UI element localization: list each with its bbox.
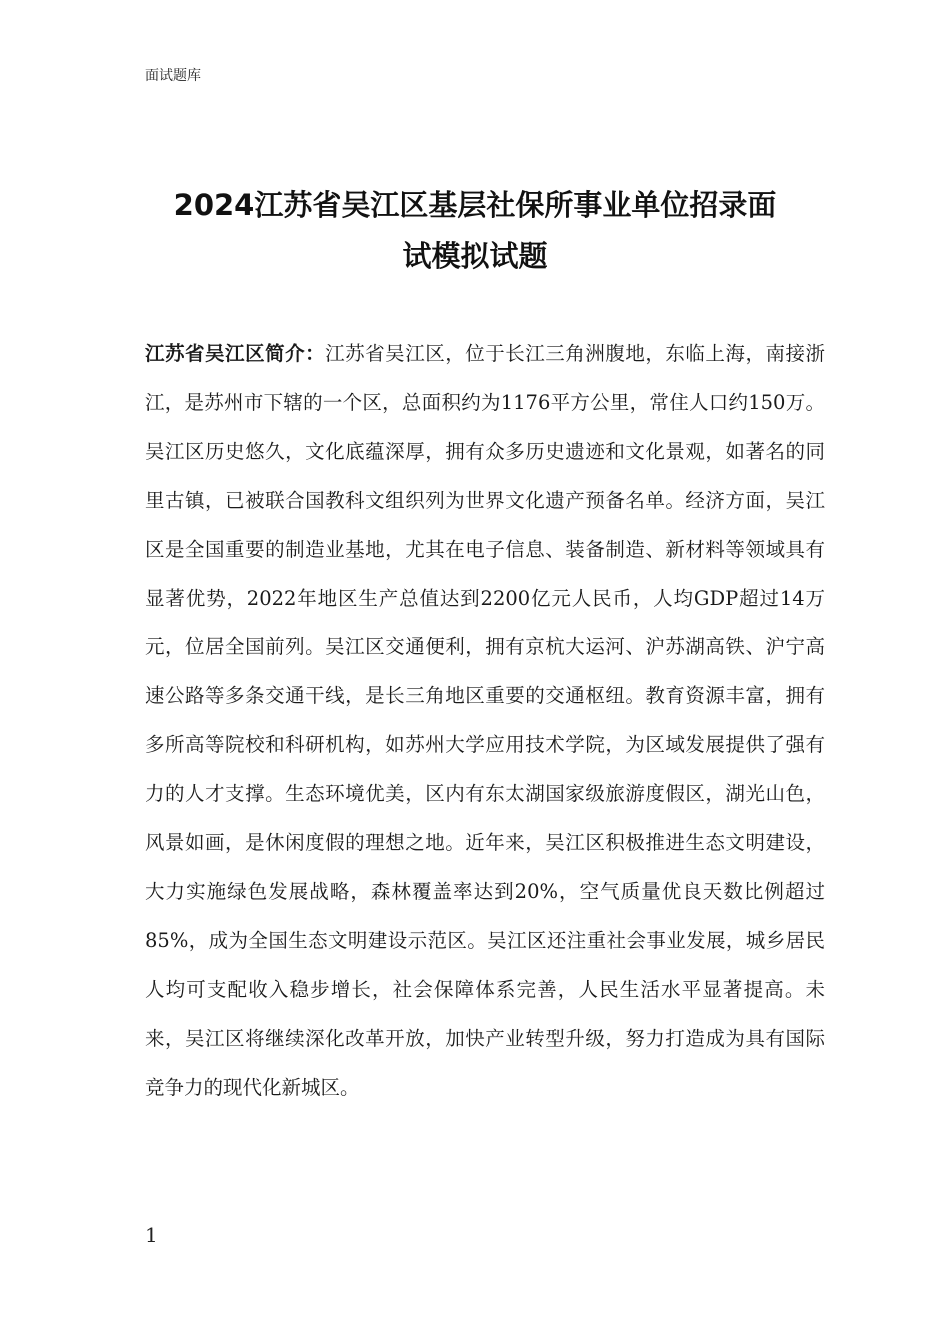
- intro-body: 江苏省吴江区，位于长江三角洲腹地，东临上海，南接浙江，是苏州市下辖的一个区，总面积约为1176平方公里，常住人口约150万。吴江区历史悠久，文化底蕴深厚，拥有众多历史遗迹和文化景观，如著名的同里古镇，已被联合国教科文组织列为世界文化遗产预备名单。经济方面，吴江区是全国重要的制造业基地，尤其在电子信息、装备制造、新材料等领域具有显著优势，2022年地区生产总值达到2200亿元人民币，人均GDP超过14万元，位居全国前列。吴江区交通便利，拥有京杭大运河、沪苏湖高铁、沪宁高速公路等多条交通干线，是长三角地区重要的交通枢纽。教育资源丰富，拥有多所高等院校和科研机构，如苏州大学应用技术学院，为区域发展提供了强有力的人才支撑。生态环境优美，区内有东太湖国家级旅游度假区，湖光山色，风景如画，是休闲度假的理想之地。近年来，吴江区积极推进生态文明建设，大力实施绿色发展战略，森林覆盖率达到20%，空气质量优良天数比例超过85%，成为全国生态文明建设示范区。吴江区还注重社会事业发展，城乡居民人均可支配收入稳步增长，社会保障体系完善，人民生活水平显著提高。未来，吴江区将继续深化改革开放，加快产业转型升级，努力打造成为具有国际竞争力的现代化新城区。: [145, 342, 825, 1099]
- page-header: 面试题库: [145, 68, 201, 84]
- page-number: 1: [145, 1223, 158, 1247]
- intro-lead: 江苏省吴江区简介：: [145, 342, 326, 365]
- document-title: [120, 180, 830, 282]
- title-line-1: 2024江苏省吴江区基层社保所事业单位招录面: [173, 188, 777, 222]
- intro-paragraph: [145, 330, 825, 1113]
- title-line-2: 试模拟试题: [402, 239, 548, 273]
